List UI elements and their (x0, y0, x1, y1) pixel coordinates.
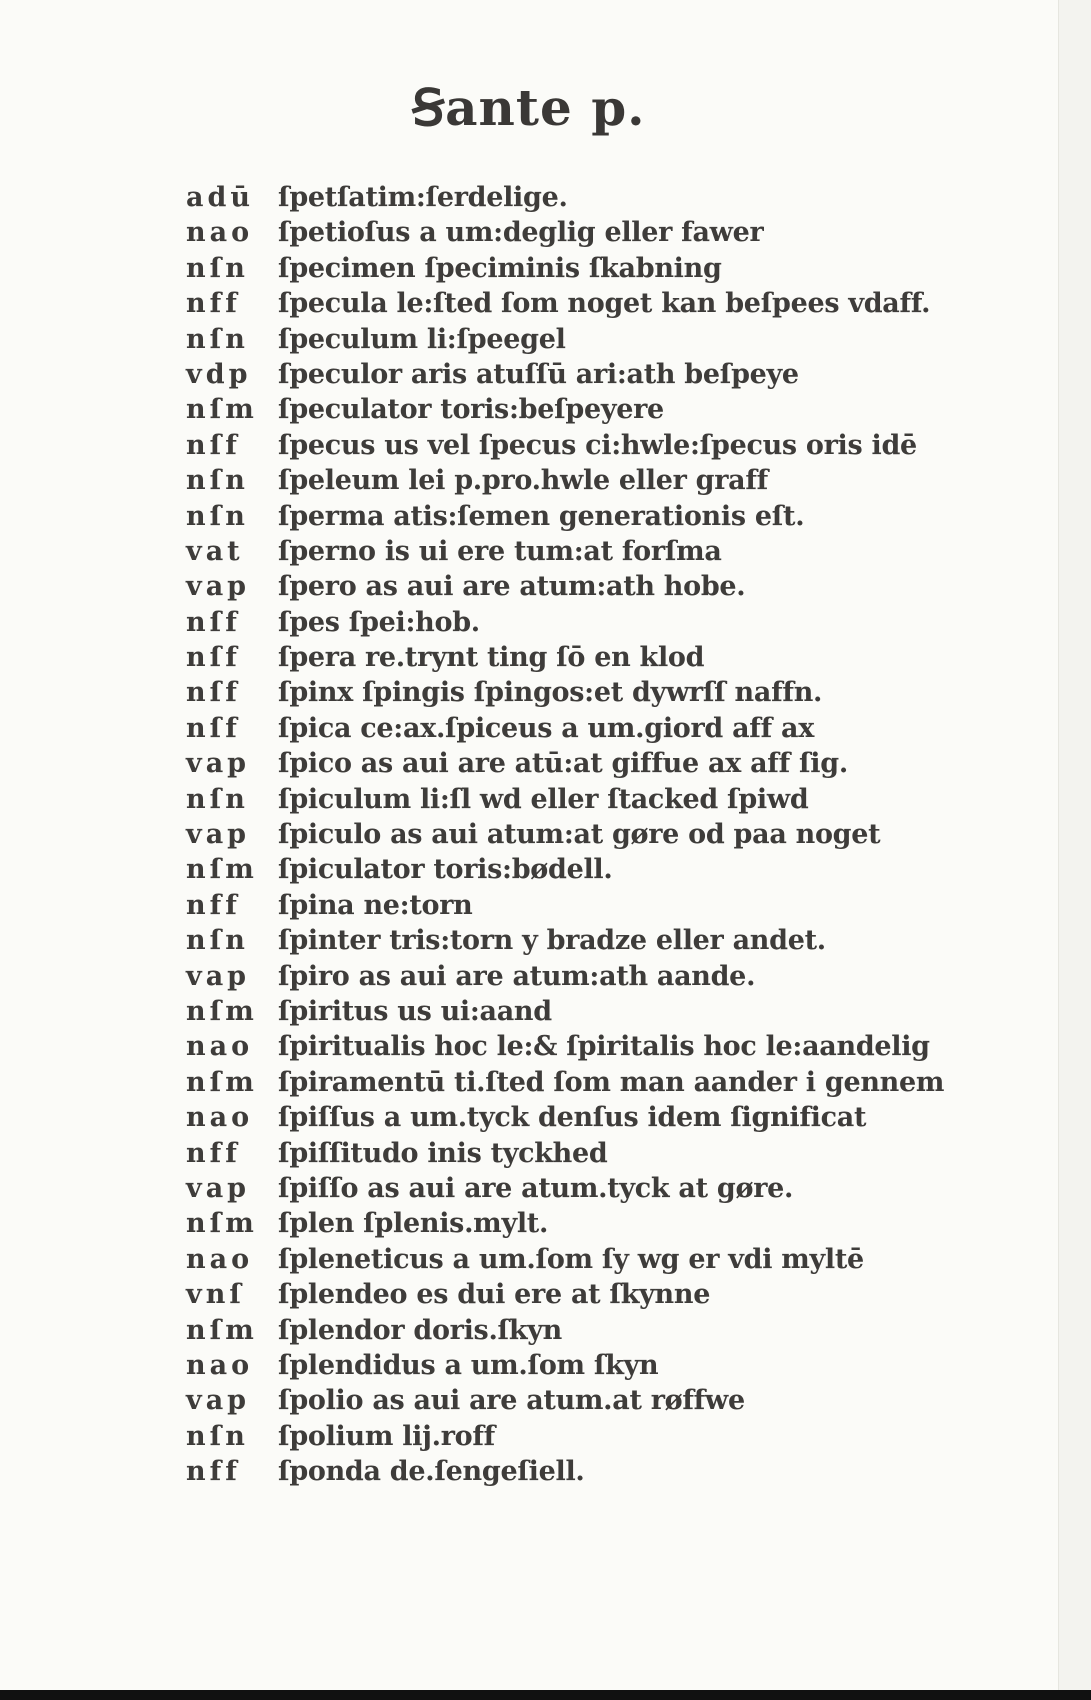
entry-text: ſpecus us vel ſpecus ci:hwle:ſpecus oris idē (278, 429, 917, 461)
entry-text: ſpeculator toris:beſpeyere (278, 394, 664, 426)
entry-text: ſpiro as aui are atum:ath aande. (278, 960, 756, 992)
dictionary-entry (186, 852, 986, 887)
grammar-code: nſm (186, 1208, 258, 1240)
entry-text: ſpiculum li:ſl wd eller ſtacked ſpiwd (278, 783, 809, 815)
dictionary-entry (186, 888, 986, 923)
dictionary-entry (186, 1348, 986, 1383)
dictionary-entry (186, 463, 986, 498)
entry-text: ſpinter tris:torn y bradze eller andet. (278, 925, 826, 957)
entry-text: ſpecimen ſpeciminis ſkabning (278, 252, 722, 284)
scan-border (0, 1690, 1091, 1700)
dictionary-entry (186, 357, 986, 392)
dictionary-entry (186, 534, 986, 569)
entry-text: ſpiculator toris:bødell. (278, 854, 613, 886)
grammar-code: vap (186, 571, 251, 603)
dictionary-entry (186, 711, 986, 746)
grammar-code: nſn (186, 252, 249, 284)
dictionary-entry (186, 1277, 986, 1312)
entry-text: ſpiritus us ui:aand (278, 995, 552, 1027)
dictionary-entry (186, 1029, 986, 1064)
grammar-code: nſm (186, 394, 258, 426)
grammar-code: nao (186, 217, 254, 249)
entry-text: ſplendidus a um.ſom ſkyn (278, 1349, 659, 1381)
grammar-code: vat (186, 535, 244, 567)
grammar-code: nſm (186, 854, 258, 886)
dictionary-entry (186, 1419, 986, 1454)
grammar-code: vdp (186, 358, 252, 390)
grammar-code: nao (186, 1349, 254, 1381)
grammar-code: nao (186, 1243, 254, 1275)
grammar-code: nſf (186, 642, 241, 674)
grammar-code: nſm (186, 995, 258, 1027)
dictionary-entry (186, 994, 986, 1029)
grammar-code: vap (186, 1172, 251, 1204)
dictionary-entry (186, 569, 986, 604)
grammar-code: nſf (186, 429, 241, 461)
grammar-code: vnſ (186, 1279, 245, 1311)
page-edge (1058, 0, 1091, 1700)
dictionary-entry (186, 923, 986, 958)
grammar-code: nao (186, 1102, 254, 1134)
entry-text: ſpolium lij.roff (278, 1420, 495, 1452)
grammar-code: vap (186, 819, 251, 851)
entry-text: ſpiculo as aui atum:at gøre od paa noget (278, 819, 881, 851)
entry-text: ſpica ce:ax.ſpiceus a um.giord aff ax (278, 712, 815, 744)
entry-text: ſpera re.trynt ting ſō en klod (278, 642, 705, 674)
grammar-code: nſn (186, 925, 249, 957)
dictionary-entry (186, 1313, 986, 1348)
entry-text: ſplendeo es dui ere at ſkynne (278, 1279, 711, 1311)
dictionary-entry (186, 215, 986, 250)
grammar-code: nao (186, 1031, 254, 1063)
entry-text: ſpeculum li:ſpeegel (278, 323, 566, 355)
dictionary-entry (186, 392, 986, 427)
grammar-code: nſf (186, 677, 241, 709)
dictionary-entry (186, 286, 986, 321)
dictionary-entry (186, 499, 986, 534)
grammar-code: nſm (186, 1066, 258, 1098)
entry-text: ſpolio as aui are atum.at røffwe (278, 1385, 745, 1417)
entry-text: ſplendor doris.ſkyn (278, 1314, 562, 1346)
entry-text: ſpetſatim:ſerdelige. (278, 182, 568, 213)
grammar-code: nſf (186, 606, 241, 638)
entry-text: ſpecula le:ſted ſom noget kan beſpees vdaff. (278, 288, 931, 320)
entry-text: ſpiritualis hoc le:& ſpiritalis hoc le:aandelig (278, 1031, 930, 1063)
entry-text: ſpero as aui are atum:ath hobe. (278, 571, 746, 603)
dictionary-entry (186, 251, 986, 286)
dictionary-entry (186, 817, 986, 852)
grammar-code: vap (186, 960, 251, 992)
grammar-code: nſn (186, 783, 249, 815)
entry-text: ſperno is ui ere tum:at forſma (278, 535, 722, 567)
entry-text: ſpiſſo as aui are atum.tyck at gøre. (278, 1172, 794, 1204)
dictionary-entry (186, 640, 986, 675)
dictionary-entry (186, 428, 986, 463)
grammar-code: nſn (186, 1420, 249, 1452)
dictionary-entry (186, 1206, 986, 1241)
entry-text: ſpes ſpei:hob. (278, 606, 480, 638)
entry-text: ſpiramentū ti.ſted ſom man aander i gennem (278, 1066, 945, 1098)
entry-text: ſpico as aui are atū:at giffue ax aff ſig. (278, 748, 848, 780)
dictionary-entry (186, 1242, 986, 1277)
grammar-code: nſn (186, 323, 249, 355)
dictionary-entry (186, 959, 986, 994)
entry-text: ſponda de.ſengeſiell. (278, 1456, 585, 1488)
dictionary-entry (186, 1136, 986, 1171)
dictionary-entry (186, 322, 986, 357)
entry-text: ſpeleum lei p.pro.hwle eller graff (278, 465, 768, 497)
entry-text: ſpleneticus a um.ſom ſy wg er vdi myltē (278, 1243, 864, 1275)
grammar-code: nff (186, 1137, 241, 1169)
dictionary-entry (186, 1454, 986, 1489)
grammar-code: nff (186, 288, 241, 320)
dictionary-entry (186, 1383, 986, 1418)
dictionary-entry (186, 675, 986, 710)
dictionary-entry (186, 746, 986, 781)
entry-text: ſpiſſitudo inis tyckhed (278, 1137, 608, 1169)
dictionary-entry (186, 1100, 986, 1135)
dictionary-entry (186, 605, 986, 640)
dictionary-entries (186, 180, 986, 1489)
dictionary-entry (186, 180, 986, 215)
entry-text: ſperma atis:ſemen generationis eſt. (278, 500, 805, 532)
grammar-code: nſf (186, 712, 241, 744)
entry-text: ſpetioſus a um:deglig eller fawer (278, 217, 764, 249)
grammar-code: nſn (186, 500, 249, 532)
grammar-code: adū (186, 182, 255, 213)
entry-text: ſplen ſplenis.mylt. (278, 1208, 549, 1240)
entry-text: ſpeculor aris atuſſū ari:ath beſpeye (278, 358, 799, 390)
page-header: Ꞩante p. (412, 78, 646, 137)
grammar-code: nff (186, 1456, 241, 1488)
grammar-code: nſm (186, 1314, 258, 1346)
grammar-code: vap (186, 748, 251, 780)
grammar-code: nff (186, 889, 241, 921)
entry-text: ſpinx ſpingis ſpingos:et dywrſſ naffn. (278, 677, 823, 709)
dictionary-entry (186, 1171, 986, 1206)
entry-text: ſpiſſus a um.tyck denſus idem ſignificat (278, 1102, 867, 1134)
grammar-code: nſn (186, 465, 249, 497)
dictionary-entry (186, 782, 986, 817)
entry-text: ſpina ne:torn (278, 889, 473, 921)
grammar-code: vap (186, 1385, 251, 1417)
dictionary-entry (186, 1065, 986, 1100)
